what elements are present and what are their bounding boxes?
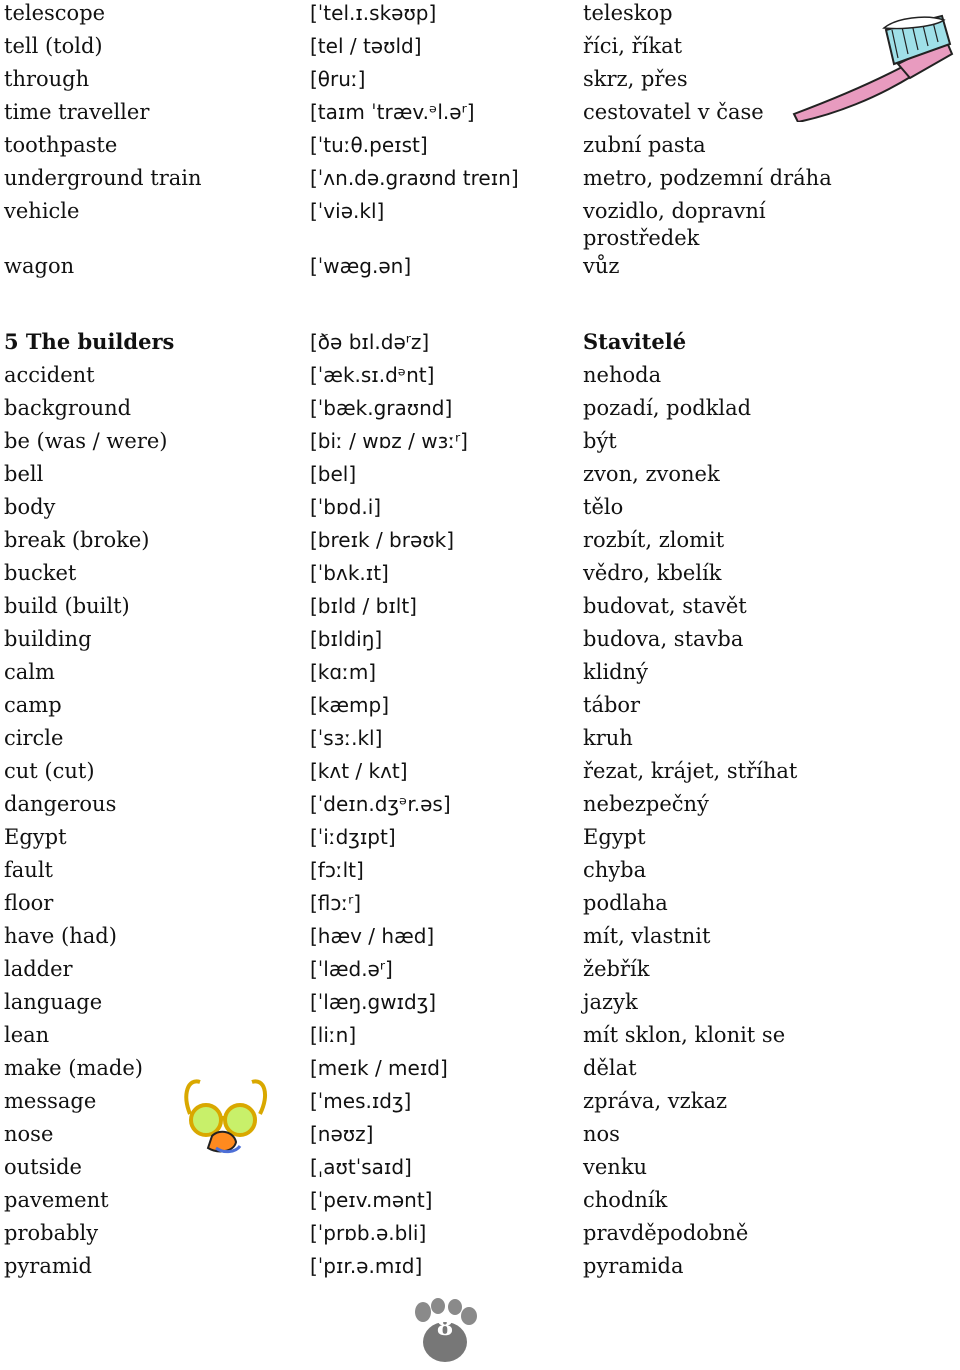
vocab-row (0, 725, 960, 758)
vocab-row (0, 253, 960, 286)
english-word: be (was / were) (4, 429, 168, 453)
czech-translation: skrz, přes (583, 67, 688, 91)
czech-translation: chodník (583, 1188, 668, 1212)
pronunciation: [ˈtel.ɪ.skəʊp] (310, 1, 437, 25)
english-word: have (had) (4, 924, 117, 948)
vocab-row (0, 362, 960, 395)
czech-translation: zvon, zvonek (583, 462, 720, 486)
czech-translation: cestovatel v čase (583, 100, 764, 124)
english-word: outside (4, 1155, 82, 1179)
english-word: circle (4, 726, 64, 750)
pronunciation: [ˈpɪr.ə.mɪd] (310, 1254, 423, 1278)
pronunciation: [ˈsɜː.kl] (310, 726, 383, 750)
vocab-row (0, 428, 960, 461)
section-heading (0, 329, 960, 362)
vocab-row (0, 890, 960, 923)
pronunciation: [ˈprɒb.ə.bli] (310, 1221, 427, 1245)
toothbrush-icon (786, 14, 956, 122)
english-word: accident (4, 363, 95, 387)
czech-translation: pyramida (583, 1254, 684, 1278)
english-word: wagon (4, 254, 75, 278)
czech-translation: dělat (583, 1056, 637, 1080)
vocab-row (0, 527, 960, 560)
english-word: fault (4, 858, 53, 882)
page-number-badge (405, 1298, 485, 1366)
english-word: message (4, 1089, 97, 1113)
vocab-row (0, 165, 960, 198)
english-word: pavement (4, 1188, 109, 1212)
english-word: ladder (4, 957, 73, 981)
pronunciation: [ˈpeɪv.mənt] (310, 1188, 433, 1212)
czech-translation: metro, podzemní dráha (583, 166, 832, 190)
pronunciation: [ˈbɒd.i] (310, 495, 382, 519)
english-word: Egypt (4, 825, 67, 849)
vocab-row (0, 1154, 960, 1187)
vocab-row (0, 1220, 960, 1253)
pronunciation: [tel / təʊld] (310, 34, 422, 58)
english-word: underground train (4, 166, 202, 190)
czech-translation: zubní pasta (583, 133, 706, 157)
page-number: 8 (436, 1312, 454, 1341)
pronunciation: [ˈbʌk.ɪt] (310, 561, 389, 585)
czech-translation: řezat, krájet, stříhat (583, 759, 798, 783)
czech-translation: teleskop (583, 1, 673, 25)
czech-translation: říci, říkat (583, 34, 683, 58)
english-word: toothpaste (4, 133, 118, 157)
pronunciation: [nəʊz] (310, 1122, 374, 1146)
pronunciation: [ˈlæŋ.gwɪdʒ] (310, 990, 437, 1014)
czech-translation: mít, vlastnit (583, 924, 711, 948)
pronunciation: [kæmp] (310, 693, 390, 717)
english-word: through (4, 67, 90, 91)
czech-translation: pravděpodobně (583, 1221, 749, 1245)
czech-translation: budovat, stavět (583, 594, 747, 618)
english-word: nose (4, 1122, 54, 1146)
czech-translation: jazyk (583, 990, 638, 1014)
english-word: probably (4, 1221, 99, 1245)
vocab-row (0, 1187, 960, 1220)
vocab-row (0, 461, 960, 494)
english-word: language (4, 990, 103, 1014)
english-word: cut (cut) (4, 759, 95, 783)
czech-translation: klidný (583, 660, 648, 684)
english-word: bell (4, 462, 44, 486)
pronunciation: [flɔːʳ] (310, 891, 362, 915)
czech-translation: nebezpečný (583, 792, 709, 816)
english-word: time traveller (4, 100, 150, 124)
vocab-row (0, 560, 960, 593)
czech-translation: vůz (583, 254, 620, 278)
pronunciation: [meɪk / meɪd] (310, 1056, 448, 1080)
vocab-row (0, 395, 960, 428)
pronunciation: [ˈbæk.graʊnd] (310, 396, 453, 420)
czech-translation: kruh (583, 726, 633, 750)
pronunciation: [ˈmes.ɪdʒ] (310, 1089, 412, 1113)
czech-translation: zpráva, vzkaz (583, 1089, 728, 1113)
english-word: calm (4, 660, 55, 684)
czech-translation: vědro, kbelík (583, 561, 722, 585)
english-word: make (made) (4, 1056, 143, 1080)
vocab-row (0, 1022, 960, 1055)
english-word: floor (4, 891, 54, 915)
czech-translation: nos (583, 1122, 620, 1146)
czech-translation: vozidlo, dopravní prostředek (583, 199, 766, 250)
vocab-row (0, 593, 960, 626)
vocab-row (0, 923, 960, 956)
pronunciation: [biː / wɒz / wɜːʳ] (310, 429, 468, 453)
pronunciation: [ˌaʊtˈsaɪd] (310, 1155, 412, 1179)
vocab-row (0, 692, 960, 725)
czech-translation: být (583, 429, 617, 453)
czech-translation: venku (583, 1155, 648, 1179)
vocab-row (0, 824, 960, 857)
funny-glasses-icon (180, 1074, 270, 1158)
czech-translation: mít sklon, klonit se (583, 1023, 786, 1047)
pronunciation: [θruː] (310, 67, 366, 91)
pronunciation: [ˈviə.kl] (310, 199, 385, 223)
vocab-row (0, 758, 960, 791)
english-word: tell (told) (4, 34, 103, 58)
pronunciation: [ˈʌn.də.graʊnd treɪn] (310, 166, 519, 190)
czech-translation: tělo (583, 495, 624, 519)
vocab-row (0, 791, 960, 824)
english-word: vehicle (4, 199, 80, 223)
pronunciation: [ˈiːdʒɪpt] (310, 825, 396, 849)
czech-translation: nehoda (583, 363, 662, 387)
pronunciation: [ˈtuːθ.peɪst] (310, 133, 428, 157)
pronunciation: [ˈdeɪn.dʒᵊr.əs] (310, 792, 451, 816)
vocab-row (0, 1088, 960, 1121)
pronunciation: [bɪld / bɪlt] (310, 594, 417, 618)
pronunciation: [breɪk / brəʊk] (310, 528, 455, 552)
vocab-row (0, 494, 960, 527)
vocab-row (0, 132, 960, 165)
english-word: camp (4, 693, 62, 717)
czech-translation: pozadí, podklad (583, 396, 752, 420)
vocab-row (0, 1121, 960, 1154)
english-word: lean (4, 1023, 50, 1047)
pronunciation: [taɪm ˈtræv.ᵊl.əʳ] (310, 100, 475, 124)
czech-translation: žebřík (583, 957, 650, 981)
vocab-row (0, 626, 960, 659)
czech-translation: tábor (583, 693, 641, 717)
english-word: telescope (4, 1, 106, 25)
pronunciation: [bɪldiŋ] (310, 627, 383, 651)
vocab-row (0, 1055, 960, 1088)
section-pronunciation: [ðə bɪl.dəʳz] (310, 330, 430, 354)
czech-translation: chyba (583, 858, 647, 882)
vocab-row (0, 1253, 960, 1286)
vocab-row (0, 659, 960, 692)
pronunciation: [fɔːlt] (310, 858, 364, 882)
czech-translation: Egypt (583, 825, 646, 849)
czech-translation: rozbít, zlomit (583, 528, 725, 552)
pronunciation: [ˈæk.sɪ.dᵊnt] (310, 363, 435, 387)
pronunciation: [ˈwæg.ən] (310, 254, 412, 278)
vocab-row (0, 956, 960, 989)
czech-translation: budova, stavba (583, 627, 744, 651)
section-title: 5 The builders (4, 329, 175, 354)
vocab-row (0, 857, 960, 890)
english-word: build (built) (4, 594, 130, 618)
english-word: bucket (4, 561, 77, 585)
vocab-row (0, 198, 960, 254)
pronunciation: [hæv / hæd] (310, 924, 435, 948)
english-word: break (broke) (4, 528, 150, 552)
pronunciation: [kʌt / kʌt] (310, 759, 408, 783)
english-word: body (4, 495, 56, 519)
pronunciation: [kɑːm] (310, 660, 377, 684)
pronunciation: [bel] (310, 462, 357, 486)
section-translation: Stavitelé (583, 329, 687, 354)
english-word: dangerous (4, 792, 117, 816)
english-word: background (4, 396, 132, 420)
english-word: building (4, 627, 92, 651)
english-word: pyramid (4, 1254, 92, 1278)
pronunciation: [liːn] (310, 1023, 357, 1047)
vocab-row (0, 989, 960, 1022)
czech-translation: podlaha (583, 891, 668, 915)
pronunciation: [ˈlæd.əʳ] (310, 957, 393, 981)
